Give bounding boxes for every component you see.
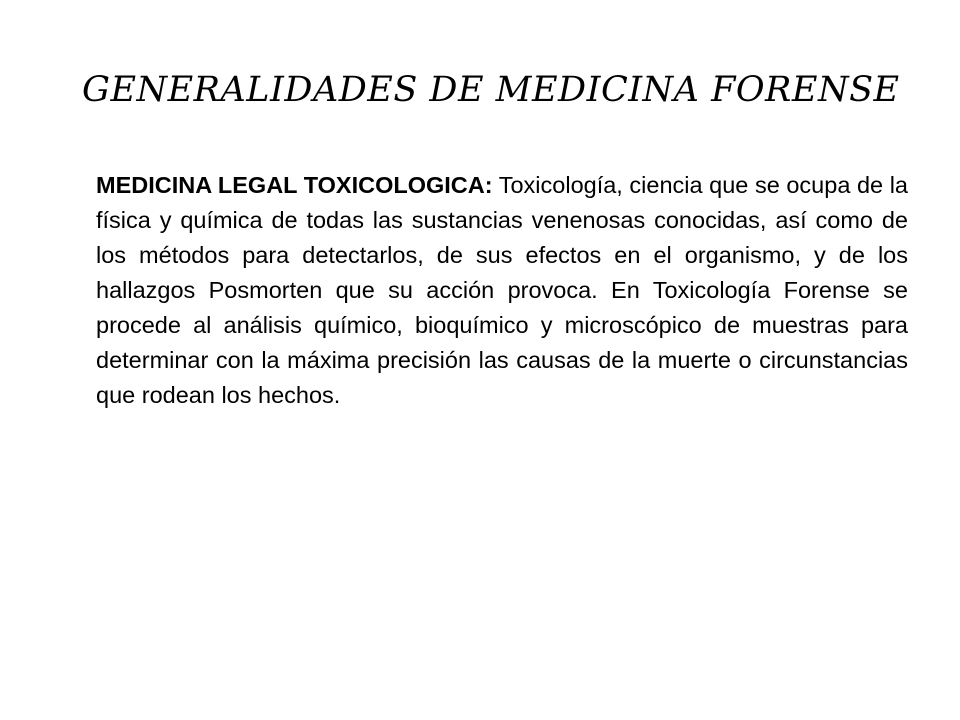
definition-text: Toxicología, ciencia que se ocupa de la física y química de todas las sustancias venenosas conocidas, así como de los métodos para detectarlos, de sus efectos en el organismo, y de los hallazgos Posmorten que su acción provoca. En Toxicología Forense se procede al análisis químico, bioquímico y microscópico de muestras para determinar con la máxima precisión las causas de la muerte o circunstancias que rodean los hechos. <box>96 172 908 408</box>
body-paragraph <box>96 168 908 413</box>
definition-term: MEDICINA LEGAL TOXICOLOGICA: <box>96 172 493 198</box>
slide-title: GENERALIDADES DE MEDICINA FORENSE <box>82 70 900 110</box>
